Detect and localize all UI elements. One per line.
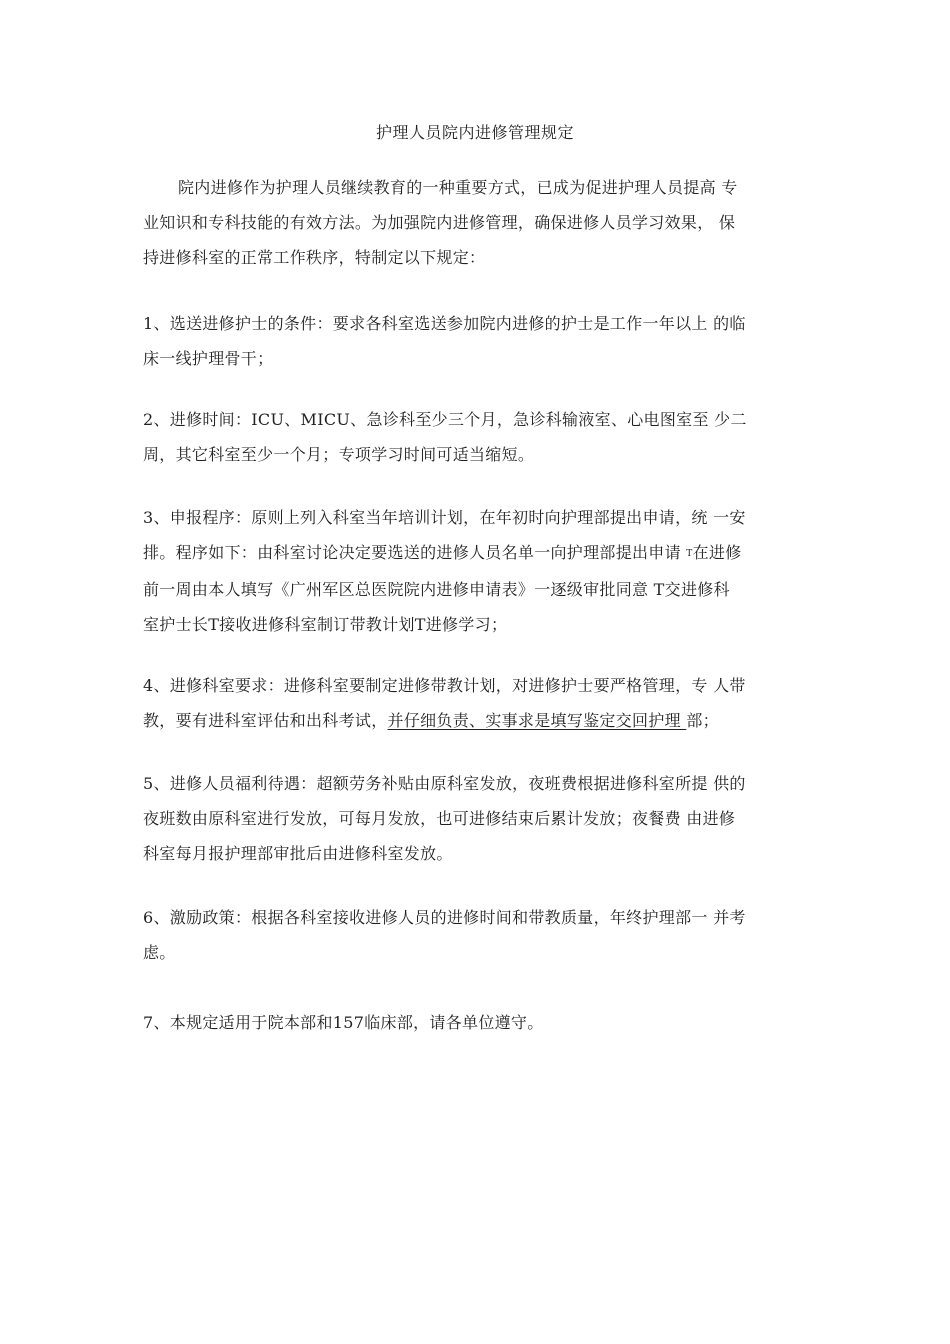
rule-line: 1、选送进修护士的条件：要求各科室选送参加院内进修的护士是工作一年以上 的临	[143, 314, 746, 333]
rule-line: 3、申报程序：原则上列入科室当年培训计划，在年初时向护理部提出申请，统 一安	[143, 508, 746, 527]
rule-line: 7、本规定适用于院本部和157临床部，请各单位遵守。	[143, 1013, 544, 1032]
intro-line: 业知识和专科技能的有效方法。为加强院内进修管理，确保进修人员学习效果， 保	[143, 213, 736, 232]
document-title: 护理人员院内进修管理规定	[375, 123, 574, 142]
rule-line: 前一周由本人填写《广州军区总医院院内进修申请表》一逐级审批同意 T交进修科	[143, 580, 730, 599]
rule-line: 4、进修科室要求：进修科室要制定进修带教计划，对进修护士要严格管理，专 人带	[143, 676, 746, 695]
intro-paragraph	[143, 170, 815, 275]
rule-line: 虑。	[143, 943, 176, 962]
rule-line: 室护士长T接收进修科室制订带教计划T进修学习；	[143, 615, 508, 634]
small-t-marker: T	[686, 549, 693, 559]
rule-line: 2、进修时间：ICU、MICU、急诊科至少三个月，急诊科输液室、心电图室至 少二	[143, 410, 747, 429]
rule-line: 排。程序如下：由科室讨论决定要选送的进修人员名单一向护理部提出申请 T在进修	[143, 543, 742, 562]
rule-item-7	[143, 1005, 815, 1040]
rule-item-6	[143, 900, 815, 970]
rule-line: 夜班数由原科室进行发放，可每月发放，也可进修结束后累计发放；夜餐费 由进修	[143, 809, 736, 828]
rule-line: 周，其它科室至少一个月；专项学习时间可适当缩短。	[143, 445, 535, 464]
rule-item-4	[143, 668, 815, 738]
rule-line: 6、激励政策：根据各科室接收进修人员的进修时间和带教质量，年终护理部一 并考	[143, 908, 746, 927]
underlined-text: 并仔细负责、实事求是填写鉴定交回护理	[387, 711, 687, 730]
rule-line: 科室每月报护理部审批后由进修科室发放。	[143, 844, 453, 863]
intro-line: 院内进修作为护理人员继续教育的一种重要方式，已成为促进护理人员提高 专	[178, 178, 738, 197]
rule-line: 5、进修人员福利待遇：超额劳务补贴由原科室发放，夜班费根据进修科室所提 供的	[143, 774, 746, 793]
rule-item-3	[143, 500, 815, 642]
rule-item-5	[143, 766, 815, 871]
rule-item-1	[143, 306, 815, 376]
intro-line: 持进修科室的正常工作秩序，特制定以下规定：	[143, 248, 486, 267]
rule-line: 教，要有进科室评估和出科考试，并仔细负责、实事求是填写鉴定交回护理 部；	[143, 711, 719, 730]
rule-line: 床一线护理骨干；	[143, 349, 274, 368]
rule-item-2	[143, 402, 815, 472]
